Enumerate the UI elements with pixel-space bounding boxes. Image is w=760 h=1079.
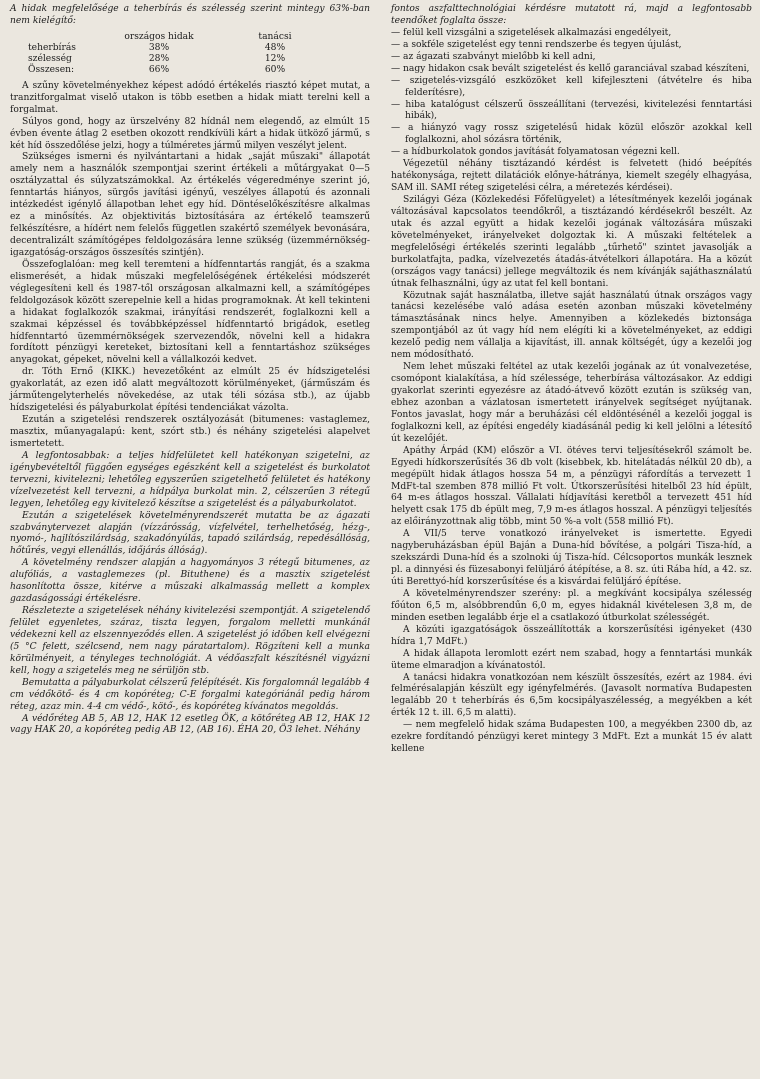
cell-national: 66%: [148, 64, 170, 75]
cell-council: 48%: [264, 42, 286, 53]
cell-national: 28%: [148, 53, 170, 64]
list-item: — hiba katalógust célszerű összeállítani (tervezési, kivitelezési fenntartási hibák),: [391, 99, 752, 122]
paragraph: A szűny követelményekhez képest adódó értékelés riasztó képet mutat, a tranzitforgalmat viselő utakon is több esetben a hidak miatt terelni kell a forgalmat.: [10, 80, 370, 115]
paragraph: A védőréteg AB 5, AB 12, HAK 12 esetleg ÖK, a kötőréteg AB 12, HAK 12 vagy HAK 20, a kopóréteg pedig AB 12, (AB 16). ÉHA 20, Ö3 lehet. Néhány: [10, 713, 370, 736]
list-item: — nagy hidakon csak bevált szigetelést és kellő garanciával szabad készíteni,: [391, 63, 750, 74]
paragraph: Szilágyi Géza (Közlekedési Főfelügyelet) a létesítmények kezelői jogának változásával kapcsolatos teendőkről, a tisztázandó kérdésekről beszélt. Az utak és azzal együtt a hidak kezelői jogának változására műszaki követelményeket, irányelveket dolgoztak ki. A műszaki feltételek a megfelelőségi értékelés szerinti legalább „tűrhető" szintet javasolják a burkolatfajta, padka, vízelvezetés átadás-átvételkori állapotára. Ha a közút (országos vagy tanácsi) jellege megváltozik és nem kívánják sajáthasználatú útnak felhasználni, úgy az utat fel kell bontani.: [391, 195, 752, 289]
cell-council: 60%: [264, 64, 286, 75]
table-row: [28, 54, 336, 65]
bridge-stats-table: [28, 32, 336, 76]
table-header: országos hidak: [124, 31, 194, 42]
paragraph: Bemutatta a pályaburkolat célszerű felépítését. Kis forgalomnál legalább 4 cm védőkötő- és 4 cm kopóréteg; C-E forgalmi kategóriánál pedig három réteg, azaz min. 4-4 cm védő-, kötő-, és kopóréteg kívánatos megoldás.: [10, 677, 370, 712]
paragraph: Végezetül néhány tisztázandó kérdést is felvetett (hidó beépítés hatékonysága, rejtett dilatációk előnye-hátránya, kiemelt szegély elhagyása, SAM ill. SAMI réteg szigetelési célra, a méretezés kérdései).: [391, 159, 752, 194]
paragraph: — nem megfelelő hidak száma Budapesten 100, a megyékben 2300 db, az ezekre fordítandó pénzügyi keret mintegy 3 MdFt. Ezt a munkát 15 év alatt kellene: [391, 720, 752, 755]
paragraph: A VII/5 terve vonatkozó irányelveket is ismertette. Egyedi nagyberuházásban épül Baján a Duna-híd bővítése, a polgári Tisza-híd, a szekszárdi Duna-híd és a szolnoki új Tisza-híd. Célcsoportos munkák lesznek pl. a dinnyési és füzesabonyi felüljáró átépítése, a 8. sz. úti Rába híd, a 42. sz. úti Berettyó-híd korszerűsítése és a kisvárdai felüljáró építése.: [391, 529, 752, 587]
list-item: — a sokféle szigetelést egy tenni rendszerbe és tegyen újulást,: [391, 39, 682, 50]
table-header-row: [28, 32, 336, 43]
table-row: [28, 43, 336, 54]
paragraph: Ezután a szigetelések követelményrendszerét mutatta be az ágazati szabványtervezet alapján (vízzárósság, vízfelvétel, terhelhetőség, hézg-, nyomó-, hajlítószilárdság, szakadónyúlás, tapadó szilárdság, repedésállóság, hőtűrés, vegyi ellenállás, időjárás állóság).: [10, 510, 370, 557]
paragraph: A tanácsi hidakra vonatkozóan nem készült összesítés, ezért az 1984. évi felmérésalapján készült egy igényfelmérés. (Javasolt normatíva Budapesten legalább 20 t teherbírás és 6,5m kocsipályaszélesség, a megyékben a két érték 12 t. ill. 6,5 m alatti).: [391, 672, 752, 719]
lead-paragraph: fontos aszfalttechnológiai kérdésre mutatott rá, majd a legfontosabb teendőket foglalta össze:: [391, 4, 752, 26]
todo-list: [391, 28, 752, 159]
paragraph: A követelményrendszer szerény: pl. a megkívánt kocsipálya szélesség főúton 6,5 m, alsóbbrendűn 6,0 m, egyes hidaknál kivételesen 3,8 m, de minden esetben legalább érje el a csatlakozó útburkolat szélességét.: [391, 588, 752, 623]
paragraph: Közutnak saját használatba, illetve saját használatú útnak országos vagy tanácsi kezelésébe való adása esetén azonban műszaki követelmény támasztásának nincs helye. Amennyiben a közlekedés biztonsága szempontjából az út vagy híd nem elégíti ki a követelményeket, az eddigi kezelő pedig nem vállalja a kijavítást, ill. annak költségét, úgy a kezelői jog nem módosítható.: [391, 290, 752, 361]
paragraph: A legfontosabbak: a teljes hídfelületet kell hatékonyan szigetelni, az igénybevételtől függően egységes egészként kell a szigetelést és burkolatot tervezni, kivitelezni; lehetőleg egyszerűen szigetelhető felületet és hatékony vízelvezetést kell tervezni, a hídpálya burkolat min. 2, célszerűen 3 rétegű legyen, lehetőleg egy kivitelező készítse a szigetelést és a pályaburkolatot.: [10, 450, 370, 509]
paragraph: Összefoglalóan: meg kell teremteni a hídfenntartás rangját, és a szakma elismerését, a hidak műszaki megfelelőségének értékelési módszerét véglegesíteni kell és 1987-től országosan alkalmazni kell, a számítógépes feldolgozások között szerepelnie kell a hidas programoknak. Át kell tekinteni a hidakat foglalkozók szakmai, irányítási rendszerét, foglalkozni kell a szakmai képzéssel és továbbképzéssel hídfenntartó brigádok, esetleg hídfenntartó üzemmérnökségek szervezendők, növelni kell a hidakra fordított pénzügyi kereteket, biztosítani kell a fenntartáshoz szükséges anyagokat, gépeket, növelni kell a vállalkozói kedvet.: [10, 259, 370, 366]
paragraph: Apáthy Árpád (KM) először a VI. ötéves tervi teljesítésekről számolt be. Egyedi hídkorszerűsítés 36 db volt (kisebbek, kb. hitelátadás nélkül 20 db), a megépült hidak átlagos hossza 54 m, a pénzügyi ráfordítás a tervezett 1 MdFt-tal szemben 878 millió Ft volt. Útkorszerűsítési hitelből 23 híd épült, 64 m-es átlagos hosszal. Vállalati hídjavítási keretből a tervezett 451 híd helyett csak 175 db épült meg, 7,9 m-es átlagos hosszal. A pénzügyi teljesítés az előirányzottnak alig több, mint 50 %-a volt (558 millió Ft).: [391, 445, 752, 528]
row-label: Összesen:: [28, 64, 75, 75]
right-column: [391, 4, 752, 756]
intro-paragraph: A hidak megfelelősége a teherbírás és szélesség szerint mintegy 63%-ban nem kielégítő:: [10, 4, 370, 26]
paragraph: Ezután a szigetelési rendszerek osztályozását (bitumenes: vastaglemez, masztix, műanyagalapú: kent, szórt stb.) és néhány szigetelési alapelvet ismertetett.: [10, 415, 370, 449]
paragraph: Szükséges ismerni és nyilvántartani a hidak „saját műszaki" állapotát amely nem a használók szempontjai szerint értékeli a műtárgyakat 0—5 osztályzattal és súlyzatszámokkal. Az értékelés végeredménye szerint jó, fenntartás hiányos, sürgős javítási igényű, veszélyes állapotú és azonnali intézkedést igénylő állapotban lehet egy híd. Döntéselőkészítésre alkalmas ez a minősítés. Az objektivitás biztosítására az értékelő teamszerű felkészítésre, a hídért nem felelős független szakértő személyek bevonására, decentralizált számítógépes feldolgozására lenne szükség (üzemmérnökség-igazgatóság-országos összesítés szintjén).: [10, 152, 370, 258]
paragraph: Nem lehet műszaki feltétel az utak kezelői jogának az út vonalvezetése, csomópont kialakítása, a híd szélessége, teherbírása változásakor. Az eddigi gyakorlat szerinti egyezésre az átadó-átvevő között ezután is szükség van, ebhez azonban a vázlatosan ismertetett irányelvek segítséget nyújtanak. Fontos javaslat, hogy már a beruházási cél eldöntésénél a kezelői joggal is foglalkozni kell, az építési engedély kiadásánál pedig ki kell jelölni a létesítő út kezelőjét.: [391, 362, 752, 444]
list-item: — felül kell vizsgálni a szigetelések alkalmazási engedélyeit,: [391, 27, 672, 38]
list-item: — a hídburkolatok gondos javítását folyamatosan végezni kell.: [391, 147, 680, 158]
paragraph: A követelmény rendszer alapján a hagyományos 3 rétegű bitumenes, az alufóliás, a vastaglemezes (pl. Bituthene) és a masztix szigetelést hasonlította össze, kitérve a műszaki alkalmasság mellett a komplex gazdaságossági értékelésre.: [10, 558, 370, 605]
paragraph: dr. Tóth Ernő (KIKK.) hevezetőként az elmúlt 25 év hídszigetelési gyakorlatát, az ezen idő alatt megváltozott körülményeket, (járműszám és járműtengelyterhelés növekedése, az utak téli sózása stb.), az újabb hídszigetelési és pályaburkolat építési tendenciákat vázolta.: [10, 367, 370, 414]
paragraph: Súlyos gond, hogy az ürszelvény 82 hídnál nem elegendő, az elmúlt 15 évben évente átlag 2 esetben okozott rendkívüli kárt a hidak ütköző jármű, s két híd összedőlése jelzi, hogy a túlméretes jármű milyen veszélyt jelent.: [10, 116, 370, 151]
list-item: — az ágazati szabványt mielőbb ki kell adni,: [391, 51, 596, 62]
list-item: — a hiányzó vagy rossz szigetelésű hidak közül először azokkal kell foglalkozni, ahol sózásra történik,: [391, 123, 752, 146]
cell-national: 38%: [148, 42, 170, 53]
cell-council: 12%: [264, 53, 286, 64]
list-item: — szigetelés-vizsgáló eszközöket kell kifejleszteni (átvételre és hiba felderítésre),: [391, 75, 752, 98]
row-label: szélesség: [28, 53, 72, 64]
row-label: teherbírás: [28, 42, 76, 53]
table-row: [28, 65, 336, 76]
paragraph: A hidak állapota leromlott ezért nem szabad, hogy a fenntartási munkák üteme elmaradjon a kívánatostól.: [391, 648, 752, 671]
paragraph: A közúti igazgatóságok összeállították a korszerűsítési igényeket (430 hídra 1,7 MdFt.): [391, 624, 752, 647]
paragraph: Részletezte a szigetelések néhány kivitelezési szempontját. A szigetelendő felület egyenletes, száraz, tiszta legyen, forgalom melletti munkánál védekezni kell az elszennyeződés ellen. A szigetelést jó időben kell elvégezni (5 °C felett, szélcsend, nem nagy páratartalom). Rögzíteni kell a munka körülményeit, a tényleges technológiát. A védőaszfalt készítésnél vigyázni kell, hogy a szigetelés meg ne sérüljön stb.: [10, 606, 370, 676]
left-column: [10, 4, 370, 737]
table-header: tanácsi: [258, 31, 292, 42]
